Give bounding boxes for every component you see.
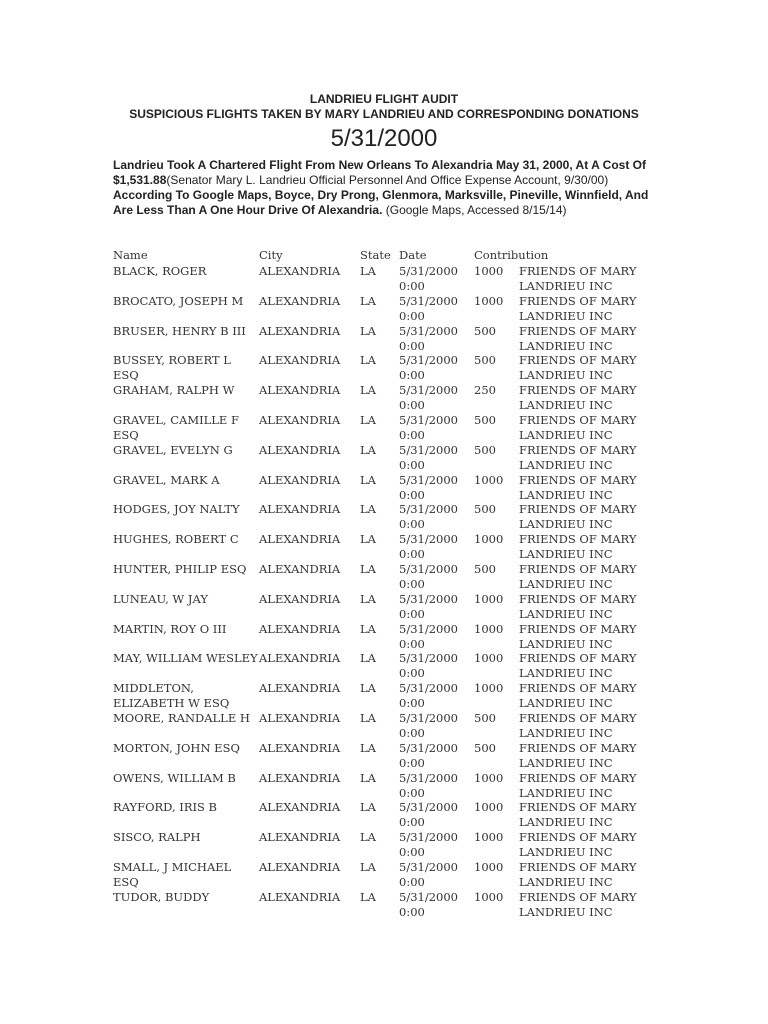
cell-name: BLACK, ROGER bbox=[113, 264, 207, 278]
cell-contribution-amount: 1000 bbox=[474, 859, 504, 874]
cell-recipient: FRIENDS OF MARY LANDRIEU INC bbox=[519, 532, 637, 562]
cell-date: 5/31/2000 0:00 bbox=[399, 770, 458, 800]
cell-name: RAYFORD, IRIS B bbox=[113, 800, 218, 815]
cell-name: BUSSEY, ROBERT L ESQ bbox=[113, 353, 231, 383]
cell-name: HODGES, JOY NALTY bbox=[113, 502, 240, 517]
cell-recipient: FRIENDS OF MARY LANDRIEU INC bbox=[519, 621, 637, 651]
cell-name: BROCATO, JOSEPH M bbox=[113, 293, 244, 308]
cell-contribution-amount: 1000 bbox=[474, 472, 504, 487]
intro-paragraph-flight bbox=[113, 158, 658, 188]
cell-recipient: FRIENDS OF MARY LANDRIEU INC bbox=[519, 859, 637, 889]
cell-recipient: FRIENDS OF MARY LANDRIEU INC bbox=[519, 264, 637, 293]
cell-name: GRAVEL, MARK A bbox=[113, 472, 220, 487]
cell-contribution-amount: 1000 bbox=[474, 830, 504, 845]
table-row bbox=[0, 651, 768, 681]
table-row bbox=[0, 711, 768, 741]
cell-date: 5/31/2000 0:00 bbox=[399, 859, 458, 889]
document-title: LANDRIEU FLIGHT AUDIT bbox=[309, 92, 459, 106]
table-row bbox=[0, 890, 768, 920]
cell-city: ALEXANDRIA bbox=[259, 710, 341, 725]
table-row bbox=[0, 860, 768, 890]
cell-state: LA bbox=[360, 532, 376, 547]
cell-name: MAY, WILLIAM WESLEY bbox=[113, 651, 258, 666]
cell-city: ALEXANDRIA bbox=[259, 353, 341, 368]
table-row bbox=[0, 294, 768, 324]
cell-date: 5/31/2000 0:00 bbox=[399, 591, 458, 621]
cell-date: 5/31/2000 0:00 bbox=[399, 800, 458, 830]
cell-state: LA bbox=[360, 442, 376, 457]
cell-city: ALEXANDRIA bbox=[259, 293, 341, 308]
table-row bbox=[0, 622, 768, 652]
table-row bbox=[0, 830, 768, 860]
cell-recipient: FRIENDS OF MARY LANDRIEU INC bbox=[519, 770, 637, 800]
cell-city: ALEXANDRIA bbox=[259, 770, 341, 785]
cell-state: LA bbox=[360, 293, 376, 308]
cell-contribution-amount: 1000 bbox=[474, 651, 504, 666]
cell-state: LA bbox=[360, 502, 376, 517]
cell-recipient: FRIENDS OF MARY LANDRIEU INC bbox=[519, 889, 637, 919]
cell-recipient: FRIENDS OF MARY LANDRIEU INC bbox=[519, 502, 637, 532]
drive-source: (Google Maps, Accessed 8/15/14) bbox=[382, 203, 567, 217]
cell-city: ALEXANDRIA bbox=[259, 264, 341, 278]
cell-city: ALEXANDRIA bbox=[259, 323, 341, 338]
cell-date: 5/31/2000 0:00 bbox=[399, 681, 458, 711]
cell-recipient: FRIENDS OF MARY LANDRIEU INC bbox=[519, 472, 637, 502]
column-header-name: Name bbox=[113, 248, 148, 262]
cell-state: LA bbox=[360, 412, 376, 427]
cell-state: LA bbox=[360, 323, 376, 338]
cell-date: 5/31/2000 0:00 bbox=[399, 412, 458, 442]
cell-date: 5/31/2000 0:00 bbox=[399, 651, 458, 681]
cell-state: LA bbox=[360, 651, 376, 666]
cell-contribution-amount: 500 bbox=[474, 502, 496, 517]
cell-state: LA bbox=[360, 710, 376, 725]
donations-table bbox=[0, 248, 768, 920]
cell-contribution-amount: 1000 bbox=[474, 770, 504, 785]
cell-name: SISCO, RALPH bbox=[113, 830, 201, 845]
cell-city: ALEXANDRIA bbox=[259, 591, 341, 606]
table-row bbox=[0, 562, 768, 592]
cell-city: ALEXANDRIA bbox=[259, 740, 341, 755]
table-row bbox=[0, 353, 768, 383]
table-row bbox=[0, 681, 768, 711]
cell-date: 5/31/2000 0:00 bbox=[399, 353, 458, 383]
cell-contribution-amount: 250 bbox=[474, 383, 496, 398]
table-header bbox=[0, 248, 768, 264]
cell-contribution-amount: 500 bbox=[474, 412, 496, 427]
table-row bbox=[0, 264, 768, 294]
cell-city: ALEXANDRIA bbox=[259, 442, 341, 457]
cell-name: LUNEAU, W JAY bbox=[113, 591, 208, 606]
table-row bbox=[0, 443, 768, 473]
table-row bbox=[0, 502, 768, 532]
cell-state: LA bbox=[360, 889, 376, 904]
cell-date: 5/31/2000 0:00 bbox=[399, 532, 458, 562]
cell-recipient: FRIENDS OF MARY LANDRIEU INC bbox=[519, 591, 637, 621]
cell-name: GRAVEL, EVELYN G bbox=[113, 442, 233, 457]
cell-city: ALEXANDRIA bbox=[259, 502, 341, 517]
cell-date: 5/31/2000 0:00 bbox=[399, 502, 458, 532]
cell-recipient: FRIENDS OF MARY LANDRIEU INC bbox=[519, 710, 637, 740]
table-row bbox=[0, 383, 768, 413]
cell-recipient: FRIENDS OF MARY LANDRIEU INC bbox=[519, 830, 637, 860]
cell-date: 5/31/2000 0:00 bbox=[399, 889, 458, 919]
column-header-contribution: Contribution bbox=[474, 248, 549, 262]
cell-recipient: FRIENDS OF MARY LANDRIEU INC bbox=[519, 353, 637, 383]
cell-recipient: FRIENDS OF MARY LANDRIEU INC bbox=[519, 651, 637, 681]
cell-state: LA bbox=[360, 591, 376, 606]
cell-state: LA bbox=[360, 264, 376, 278]
document-subtitle: SUSPICIOUS FLIGHTS TAKEN BY MARY LANDRIEU AND CORRESPONDING DONATIONS bbox=[129, 107, 639, 121]
cell-state: LA bbox=[360, 830, 376, 845]
document-date: 5/31/2000 bbox=[330, 125, 438, 152]
cell-state: LA bbox=[360, 770, 376, 785]
column-header-state: State bbox=[360, 248, 391, 262]
table-row bbox=[0, 532, 768, 562]
cell-date: 5/31/2000 0:00 bbox=[399, 561, 458, 591]
cell-city: ALEXANDRIA bbox=[259, 561, 341, 576]
cell-name: GRAHAM, RALPH W bbox=[113, 383, 235, 398]
table-row bbox=[0, 473, 768, 503]
cell-recipient: FRIENDS OF MARY LANDRIEU INC bbox=[519, 383, 637, 413]
cell-city: ALEXANDRIA bbox=[259, 651, 341, 666]
flight-statement: Landrieu Took A Chartered Flight From New Orleans To Alexandria May 31, 2000, At A Cost Of $1,531.88 bbox=[113, 158, 646, 187]
cell-name: OWENS, WILLIAM B bbox=[113, 770, 236, 785]
cell-date: 5/31/2000 0:00 bbox=[399, 621, 458, 651]
table-row bbox=[0, 592, 768, 622]
cell-recipient: FRIENDS OF MARY LANDRIEU INC bbox=[519, 412, 637, 442]
cell-contribution-amount: 500 bbox=[474, 561, 496, 576]
cell-contribution-amount: 500 bbox=[474, 323, 496, 338]
cell-name: SMALL, J MICHAEL ESQ bbox=[113, 859, 232, 889]
table-row bbox=[0, 413, 768, 443]
cell-name: BRUSER, HENRY B III bbox=[113, 323, 246, 338]
cell-name: MARTIN, ROY O III bbox=[113, 621, 227, 636]
cell-city: ALEXANDRIA bbox=[259, 800, 341, 815]
cell-city: ALEXANDRIA bbox=[259, 472, 341, 487]
cell-recipient: FRIENDS OF MARY LANDRIEU INC bbox=[519, 442, 637, 472]
cell-city: ALEXANDRIA bbox=[259, 412, 341, 427]
cell-date: 5/31/2000 0:00 bbox=[399, 293, 458, 323]
cell-city: ALEXANDRIA bbox=[259, 859, 341, 874]
cell-recipient: FRIENDS OF MARY LANDRIEU INC bbox=[519, 681, 637, 711]
cell-contribution-amount: 1000 bbox=[474, 532, 504, 547]
cell-date: 5/31/2000 0:00 bbox=[399, 830, 458, 860]
cell-state: LA bbox=[360, 740, 376, 755]
cell-recipient: FRIENDS OF MARY LANDRIEU INC bbox=[519, 800, 637, 830]
title-block bbox=[0, 92, 768, 154]
cell-contribution-amount: 1000 bbox=[474, 621, 504, 636]
cell-contribution-amount: 1000 bbox=[474, 264, 504, 278]
cell-name: HUGHES, ROBERT C bbox=[113, 532, 239, 547]
cell-contribution-amount: 500 bbox=[474, 442, 496, 457]
cell-state: LA bbox=[360, 561, 376, 576]
cell-city: ALEXANDRIA bbox=[259, 383, 341, 398]
table-row bbox=[0, 800, 768, 830]
cell-state: LA bbox=[360, 472, 376, 487]
cell-name: TUDOR, BUDDY bbox=[113, 889, 210, 904]
cell-contribution-amount: 1000 bbox=[474, 681, 504, 696]
cell-name: GRAVEL, CAMILLE F ESQ bbox=[113, 412, 239, 442]
flight-source: (Senator Mary L. Landrieu Official Personnel And Office Expense Account, 9/30/00) bbox=[166, 173, 609, 187]
table-row bbox=[0, 771, 768, 801]
cell-contribution-amount: 500 bbox=[474, 740, 496, 755]
cell-state: LA bbox=[360, 621, 376, 636]
cell-date: 5/31/2000 0:00 bbox=[399, 472, 458, 502]
cell-date: 5/31/2000 0:00 bbox=[399, 442, 458, 472]
cell-contribution-amount: 500 bbox=[474, 353, 496, 368]
cell-recipient: FRIENDS OF MARY LANDRIEU INC bbox=[519, 293, 637, 323]
cell-date: 5/31/2000 0:00 bbox=[399, 383, 458, 413]
column-header-date: Date bbox=[399, 248, 427, 262]
intro-paragraph-drive bbox=[113, 188, 658, 218]
cell-city: ALEXANDRIA bbox=[259, 889, 341, 904]
cell-state: LA bbox=[360, 800, 376, 815]
cell-recipient: FRIENDS OF MARY LANDRIEU INC bbox=[519, 561, 637, 591]
table-row bbox=[0, 324, 768, 354]
cell-city: ALEXANDRIA bbox=[259, 830, 341, 845]
cell-contribution-amount: 1000 bbox=[474, 800, 504, 815]
table-body bbox=[0, 264, 768, 920]
cell-contribution-amount: 1000 bbox=[474, 591, 504, 606]
intro-text bbox=[113, 158, 658, 218]
cell-state: LA bbox=[360, 681, 376, 696]
drive-statement: According To Google Maps, Boyce, Dry Prong, Glenmora, Marksville, Pineville, Winnfield, And Are Less Than A One Hour Drive Of Alexandria. bbox=[113, 188, 649, 217]
cell-name: MIDDLETON, ELIZABETH W ESQ bbox=[113, 681, 230, 711]
cell-city: ALEXANDRIA bbox=[259, 621, 341, 636]
cell-recipient: FRIENDS OF MARY LANDRIEU INC bbox=[519, 740, 637, 770]
cell-state: LA bbox=[360, 859, 376, 874]
cell-recipient: FRIENDS OF MARY LANDRIEU INC bbox=[519, 323, 637, 353]
cell-state: LA bbox=[360, 383, 376, 398]
cell-contribution-amount: 1000 bbox=[474, 889, 504, 904]
cell-date: 5/31/2000 0:00 bbox=[399, 740, 458, 770]
cell-date: 5/31/2000 0:00 bbox=[399, 323, 458, 353]
cell-contribution-amount: 500 bbox=[474, 710, 496, 725]
cell-date: 5/31/2000 0:00 bbox=[399, 710, 458, 740]
cell-contribution-amount: 1000 bbox=[474, 293, 504, 308]
cell-name: HUNTER, PHILIP ESQ bbox=[113, 561, 247, 576]
cell-date: 5/31/2000 0:00 bbox=[399, 264, 458, 293]
cell-city: ALEXANDRIA bbox=[259, 681, 341, 696]
cell-name: MOORE, RANDALLE H bbox=[113, 710, 250, 725]
cell-name: MORTON, JOHN ESQ bbox=[113, 740, 240, 755]
column-header-city: City bbox=[259, 248, 283, 262]
cell-state: LA bbox=[360, 353, 376, 368]
table-row bbox=[0, 741, 768, 771]
cell-city: ALEXANDRIA bbox=[259, 532, 341, 547]
